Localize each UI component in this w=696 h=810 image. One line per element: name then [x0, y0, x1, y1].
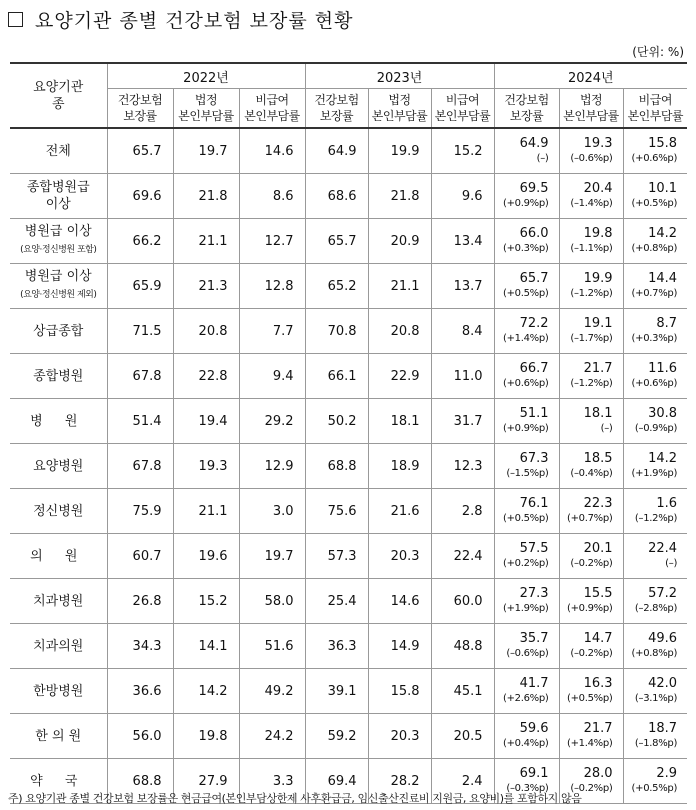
value-cell: 75.6: [305, 489, 368, 534]
institution-type-cell: [10, 264, 107, 309]
value-2024: 35.7: [519, 631, 549, 646]
change-vs-2023: (+0.3%p): [502, 243, 549, 254]
table-row: [10, 534, 687, 579]
value-2024-cell: [494, 624, 559, 669]
value-2024-cell: [494, 309, 559, 354]
change-vs-2023: (–0.2%p): [570, 558, 613, 569]
change-vs-2023: (–1.2%p): [570, 288, 613, 299]
change-vs-2023: (+0.9%p): [502, 423, 549, 434]
value-cell: 12.7: [239, 219, 305, 264]
value-cell: 13.4: [431, 219, 494, 264]
value-2024: 72.2: [519, 316, 549, 331]
change-vs-2023: (–): [600, 423, 613, 434]
value-2024-cell: [559, 128, 623, 174]
value-2024-cell: [623, 444, 687, 489]
value-cell: 20.8: [368, 309, 431, 354]
value-2024-cell: [494, 444, 559, 489]
institution-type-cell: [10, 534, 107, 579]
value-cell: 20.3: [368, 534, 431, 579]
value-2024-cell: [559, 444, 623, 489]
value-cell: 20.3: [368, 714, 431, 759]
value-2024-cell: [623, 264, 687, 309]
change-vs-2023: (+0.8%p): [631, 648, 678, 659]
value-cell: 71.5: [107, 309, 173, 354]
value-cell: 66.2: [107, 219, 173, 264]
value-cell: 22.9: [368, 354, 431, 399]
table-row: [10, 128, 687, 174]
value-2024-cell: [559, 489, 623, 534]
change-vs-2023: (+0.6%p): [631, 378, 678, 389]
change-vs-2023: (+0.5%p): [631, 783, 678, 794]
value-2024-cell: [559, 264, 623, 309]
header-year-2023: 2023년: [305, 63, 494, 89]
value-2024: 64.9: [519, 136, 549, 151]
value-2024-cell: [559, 624, 623, 669]
value-2024-cell: [494, 579, 559, 624]
value-2024: 18.1: [583, 406, 613, 421]
value-cell: 18.1: [368, 399, 431, 444]
value-2024: 19.1: [583, 316, 613, 331]
value-cell: 7.7: [239, 309, 305, 354]
change-vs-2023: (+0.8%p): [631, 243, 678, 254]
institution-type-label: 치과의원: [33, 638, 84, 654]
table-row: [10, 444, 687, 489]
header-year-2024: 2024년: [494, 63, 687, 89]
value-2024-cell: [623, 219, 687, 264]
value-cell: 24.2: [239, 714, 305, 759]
change-vs-2023: (–0.6%p): [570, 153, 613, 164]
institution-type-label: 한방병원: [33, 683, 84, 699]
value-cell: 21.8: [368, 174, 431, 219]
value-cell: 18.9: [368, 444, 431, 489]
value-cell: 36.6: [107, 669, 173, 714]
value-2024-cell: [623, 579, 687, 624]
value-2024-cell: [494, 534, 559, 579]
change-vs-2023: (+1.9%p): [631, 468, 678, 479]
change-vs-2023: (+0.9%p): [566, 603, 613, 614]
value-2024-cell: [623, 669, 687, 714]
value-cell: 57.3: [305, 534, 368, 579]
change-vs-2023: (+0.7%p): [566, 513, 613, 524]
value-2024: 51.1: [519, 406, 549, 421]
value-cell: 60.7: [107, 534, 173, 579]
value-cell: 31.7: [431, 399, 494, 444]
change-vs-2023: (–1.4%p): [570, 198, 613, 209]
value-2024-cell: [623, 759, 687, 804]
value-2024: 42.0: [648, 676, 678, 691]
change-vs-2023: (+0.5%p): [502, 513, 549, 524]
value-cell: 2.8: [431, 489, 494, 534]
value-2024: 8.7: [656, 316, 678, 331]
change-vs-2023: (–2.8%p): [634, 603, 678, 614]
institution-type-cell: [10, 444, 107, 489]
value-cell: 65.9: [107, 264, 173, 309]
value-2024-cell: [494, 399, 559, 444]
institution-type-label: 의 원: [30, 548, 87, 564]
change-vs-2023: (+0.9%p): [502, 198, 549, 209]
value-cell: 19.9: [368, 128, 431, 174]
value-cell: 27.9: [173, 759, 239, 804]
value-cell: 34.3: [107, 624, 173, 669]
change-vs-2023: (+1.4%p): [502, 333, 549, 344]
value-cell: 59.2: [305, 714, 368, 759]
value-2024-cell: [623, 128, 687, 174]
value-2024-cell: [559, 714, 623, 759]
value-2024-cell: [559, 579, 623, 624]
value-2024: 21.7: [583, 721, 613, 736]
value-2024-cell: [623, 534, 687, 579]
footnote: 주) 요양기관 종별 건강보험 보장률은 현금급여(본인부담상한제 사후환급금, 임신출산진료비 지원금, 요양비)를 포함하지 않음: [8, 792, 582, 805]
value-cell: 14.6: [239, 128, 305, 174]
value-cell: 50.2: [305, 399, 368, 444]
institution-type-cell: [10, 669, 107, 714]
institution-type-cell: [10, 354, 107, 399]
value-2024-cell: [559, 399, 623, 444]
value-cell: 12.8: [239, 264, 305, 309]
table-row: [10, 669, 687, 714]
change-vs-2023: (+0.5%p): [502, 288, 549, 299]
value-cell: 2.4: [431, 759, 494, 804]
value-cell: 21.8: [173, 174, 239, 219]
value-2024: 76.1: [519, 496, 549, 511]
value-cell: 22.4: [431, 534, 494, 579]
value-cell: 21.6: [368, 489, 431, 534]
institution-type-label: 약 국: [30, 773, 87, 789]
value-2024: 20.1: [583, 541, 613, 556]
page-title: 요양기관 종별 건강보험 보장률 현황: [35, 9, 354, 32]
value-2024: 57.5: [519, 541, 549, 556]
value-2024-cell: [494, 264, 559, 309]
value-2024-cell: [559, 174, 623, 219]
value-cell: 68.8: [107, 759, 173, 804]
value-2024-cell: [623, 714, 687, 759]
value-2024: 19.8: [583, 226, 613, 241]
value-2024: 14.4: [648, 271, 678, 286]
value-2024: 14.2: [648, 226, 678, 241]
value-2024-cell: [559, 354, 623, 399]
table-row: [10, 714, 687, 759]
institution-type-cell: [10, 624, 107, 669]
value-cell: 68.8: [305, 444, 368, 489]
value-cell: 28.2: [368, 759, 431, 804]
change-vs-2023: (–1.7%p): [570, 333, 613, 344]
value-2024-cell: [623, 309, 687, 354]
table-row: [10, 624, 687, 669]
value-cell: 21.3: [173, 264, 239, 309]
table-row: [10, 219, 687, 264]
change-vs-2023: (–3.1%p): [634, 693, 678, 704]
header-noncovered-copay: 비급여 본인부담률: [239, 89, 305, 129]
value-2024-cell: [623, 399, 687, 444]
value-cell: 68.6: [305, 174, 368, 219]
value-cell: 51.6: [239, 624, 305, 669]
change-vs-2023: (+0.6%p): [502, 378, 549, 389]
value-2024: 14.7: [583, 631, 613, 646]
value-2024: 41.7: [519, 676, 549, 691]
value-2024-cell: [559, 534, 623, 579]
value-2024: 19.9: [583, 271, 613, 286]
institution-type-label: 종합병원: [33, 368, 84, 384]
value-2024: 69.1: [519, 766, 549, 781]
change-vs-2023: (–0.9%p): [634, 423, 678, 434]
change-vs-2023: (+2.6%p): [502, 693, 549, 704]
value-2024-cell: [623, 624, 687, 669]
value-2024: 59.6: [519, 721, 549, 736]
table-row: [10, 309, 687, 354]
value-2024: 27.3: [519, 586, 549, 601]
value-cell: 13.7: [431, 264, 494, 309]
value-cell: 58.0: [239, 579, 305, 624]
institution-type-note: (요양·정신병원 포함): [20, 245, 97, 255]
change-vs-2023: (+0.5%p): [631, 198, 678, 209]
value-cell: 9.4: [239, 354, 305, 399]
institution-type-cell: [10, 309, 107, 354]
change-vs-2023: (+0.3%p): [631, 333, 678, 344]
change-vs-2023: (+0.4%p): [502, 738, 549, 749]
value-2024-cell: [559, 669, 623, 714]
value-2024: 21.7: [583, 361, 613, 376]
change-vs-2023: (–): [536, 153, 549, 164]
header-statutory-copay: 법정 본인부담률: [559, 89, 623, 129]
value-cell: 19.4: [173, 399, 239, 444]
change-vs-2023: (–0.3%p): [506, 783, 549, 794]
value-2024: 16.3: [583, 676, 613, 691]
value-2024: 10.1: [648, 181, 678, 196]
institution-type-cell: [10, 399, 107, 444]
value-cell: 36.3: [305, 624, 368, 669]
value-cell: 60.0: [431, 579, 494, 624]
change-vs-2023: (+1.4%p): [566, 738, 613, 749]
change-vs-2023: (+0.5%p): [566, 693, 613, 704]
header-coverage-rate: 건강보험 보장률: [494, 89, 559, 129]
value-2024-cell: [494, 128, 559, 174]
table-row: [10, 579, 687, 624]
institution-type-label: 종합병원급 이상: [26, 180, 90, 212]
value-2024: 69.5: [519, 181, 549, 196]
value-cell: 21.1: [368, 264, 431, 309]
value-2024: 30.8: [648, 406, 678, 421]
institution-type-label: 요양병원: [33, 458, 84, 474]
value-cell: 19.6: [173, 534, 239, 579]
change-vs-2023: (+0.2%p): [502, 558, 549, 569]
change-vs-2023: (–0.6%p): [506, 648, 549, 659]
value-2024: 19.3: [583, 136, 613, 151]
institution-type-label: 병원급 이상: [24, 224, 92, 239]
header-institution-type: 요양기관 종: [10, 63, 107, 128]
value-cell: 20.9: [368, 219, 431, 264]
value-2024-cell: [559, 219, 623, 264]
value-2024-cell: [623, 174, 687, 219]
value-2024: 57.2: [648, 586, 678, 601]
value-2024: 2.9: [656, 766, 678, 781]
value-cell: 21.1: [173, 489, 239, 534]
table-row: [10, 174, 687, 219]
value-2024-cell: [494, 669, 559, 714]
value-2024: 49.6: [648, 631, 678, 646]
coverage-table: [10, 62, 687, 804]
value-cell: 14.9: [368, 624, 431, 669]
change-vs-2023: (–1.8%p): [634, 738, 678, 749]
value-cell: 67.8: [107, 354, 173, 399]
value-2024: 18.5: [583, 451, 613, 466]
value-2024: 66.7: [519, 361, 549, 376]
header-statutory-copay: 법정 본인부담률: [173, 89, 239, 129]
value-cell: 65.2: [305, 264, 368, 309]
value-cell: 20.8: [173, 309, 239, 354]
institution-type-label: 전체: [45, 143, 71, 159]
value-2024-cell: [623, 489, 687, 534]
value-2024-cell: [494, 354, 559, 399]
value-cell: 11.0: [431, 354, 494, 399]
value-cell: 12.3: [431, 444, 494, 489]
value-cell: 26.8: [107, 579, 173, 624]
value-2024-cell: [494, 219, 559, 264]
value-cell: 39.1: [305, 669, 368, 714]
institution-type-cell: [10, 714, 107, 759]
value-cell: 75.9: [107, 489, 173, 534]
institution-type-label: 병원급 이상: [24, 269, 92, 284]
institution-type-label: 상급종합: [33, 323, 84, 339]
value-cell: 70.8: [305, 309, 368, 354]
header-noncovered-copay: 비급여 본인부담률: [431, 89, 494, 129]
institution-type-cell: [10, 579, 107, 624]
value-2024: 14.2: [648, 451, 678, 466]
value-2024-cell: [494, 489, 559, 534]
change-vs-2023: (+1.9%p): [502, 603, 549, 614]
value-cell: 66.1: [305, 354, 368, 399]
value-2024: 20.4: [583, 181, 613, 196]
value-2024: 1.6: [656, 496, 678, 511]
value-2024-cell: [494, 174, 559, 219]
value-2024: 15.8: [648, 136, 678, 151]
change-vs-2023: (–0.4%p): [570, 468, 613, 479]
change-vs-2023: (–): [665, 558, 678, 569]
change-vs-2023: (–1.2%p): [634, 513, 678, 524]
institution-type-label: 한 의 원: [35, 728, 82, 744]
value-2024: 18.7: [648, 721, 678, 736]
value-cell: 21.1: [173, 219, 239, 264]
value-cell: 19.3: [173, 444, 239, 489]
table-row: [10, 489, 687, 534]
institution-type-note: (요양·정신병원 제외): [20, 290, 97, 300]
institution-type-label: 치과병원: [33, 593, 84, 609]
value-2024-cell: [623, 354, 687, 399]
value-cell: 48.8: [431, 624, 494, 669]
value-cell: 64.9: [305, 128, 368, 174]
unit-label: (단위: %): [632, 45, 684, 59]
value-cell: 15.8: [368, 669, 431, 714]
value-2024: 22.4: [648, 541, 678, 556]
change-vs-2023: (–0.2%p): [570, 783, 613, 794]
value-cell: 9.6: [431, 174, 494, 219]
change-vs-2023: (–1.5%p): [506, 468, 549, 479]
value-cell: 29.2: [239, 399, 305, 444]
change-vs-2023: (–0.2%p): [570, 648, 613, 659]
value-cell: 19.8: [173, 714, 239, 759]
value-cell: 3.0: [239, 489, 305, 534]
header-noncovered-copay: 비급여 본인부담률: [623, 89, 687, 129]
value-cell: 15.2: [173, 579, 239, 624]
table-row: [10, 399, 687, 444]
value-cell: 65.7: [305, 219, 368, 264]
value-2024-cell: [494, 714, 559, 759]
value-cell: 56.0: [107, 714, 173, 759]
value-2024: 22.3: [583, 496, 613, 511]
value-cell: 14.1: [173, 624, 239, 669]
change-vs-2023: (+0.6%p): [631, 153, 678, 164]
value-cell: 25.4: [305, 579, 368, 624]
value-2024: 28.0: [583, 766, 613, 781]
value-2024-cell: [559, 309, 623, 354]
header-coverage-rate: 건강보험 보장률: [107, 89, 173, 129]
table-row: [10, 264, 687, 309]
header-coverage-rate: 건강보험 보장률: [305, 89, 368, 129]
value-cell: 14.6: [368, 579, 431, 624]
value-cell: 45.1: [431, 669, 494, 714]
value-2024: 66.0: [519, 226, 549, 241]
value-cell: 3.3: [239, 759, 305, 804]
institution-type-cell: [10, 489, 107, 534]
institution-type-cell: [10, 219, 107, 264]
value-cell: 69.4: [305, 759, 368, 804]
value-2024: 11.6: [648, 361, 678, 376]
institution-type-cell: [10, 174, 107, 219]
table-row: [10, 354, 687, 399]
value-cell: 8.4: [431, 309, 494, 354]
change-vs-2023: (+0.7%p): [631, 288, 678, 299]
value-cell: 12.9: [239, 444, 305, 489]
value-cell: 14.2: [173, 669, 239, 714]
institution-type-cell: [10, 128, 107, 174]
value-2024: 67.3: [519, 451, 549, 466]
value-2024: 65.7: [519, 271, 549, 286]
checkbox-square-icon: [8, 12, 23, 27]
value-cell: 69.6: [107, 174, 173, 219]
page-title-row: [8, 6, 353, 32]
value-cell: 19.7: [173, 128, 239, 174]
institution-type-label: 병 원: [30, 413, 87, 429]
change-vs-2023: (–1.1%p): [570, 243, 613, 254]
value-cell: 19.7: [239, 534, 305, 579]
value-cell: 51.4: [107, 399, 173, 444]
institution-type-label: 정신병원: [33, 503, 84, 519]
header-year-2022: 2022년: [107, 63, 305, 89]
value-cell: 20.5: [431, 714, 494, 759]
change-vs-2023: (–1.2%p): [570, 378, 613, 389]
header-statutory-copay: 법정 본인부담률: [368, 89, 431, 129]
value-cell: 8.6: [239, 174, 305, 219]
value-cell: 22.8: [173, 354, 239, 399]
value-cell: 67.8: [107, 444, 173, 489]
value-2024: 15.5: [583, 586, 613, 601]
value-cell: 15.2: [431, 128, 494, 174]
value-cell: 49.2: [239, 669, 305, 714]
value-cell: 65.7: [107, 128, 173, 174]
